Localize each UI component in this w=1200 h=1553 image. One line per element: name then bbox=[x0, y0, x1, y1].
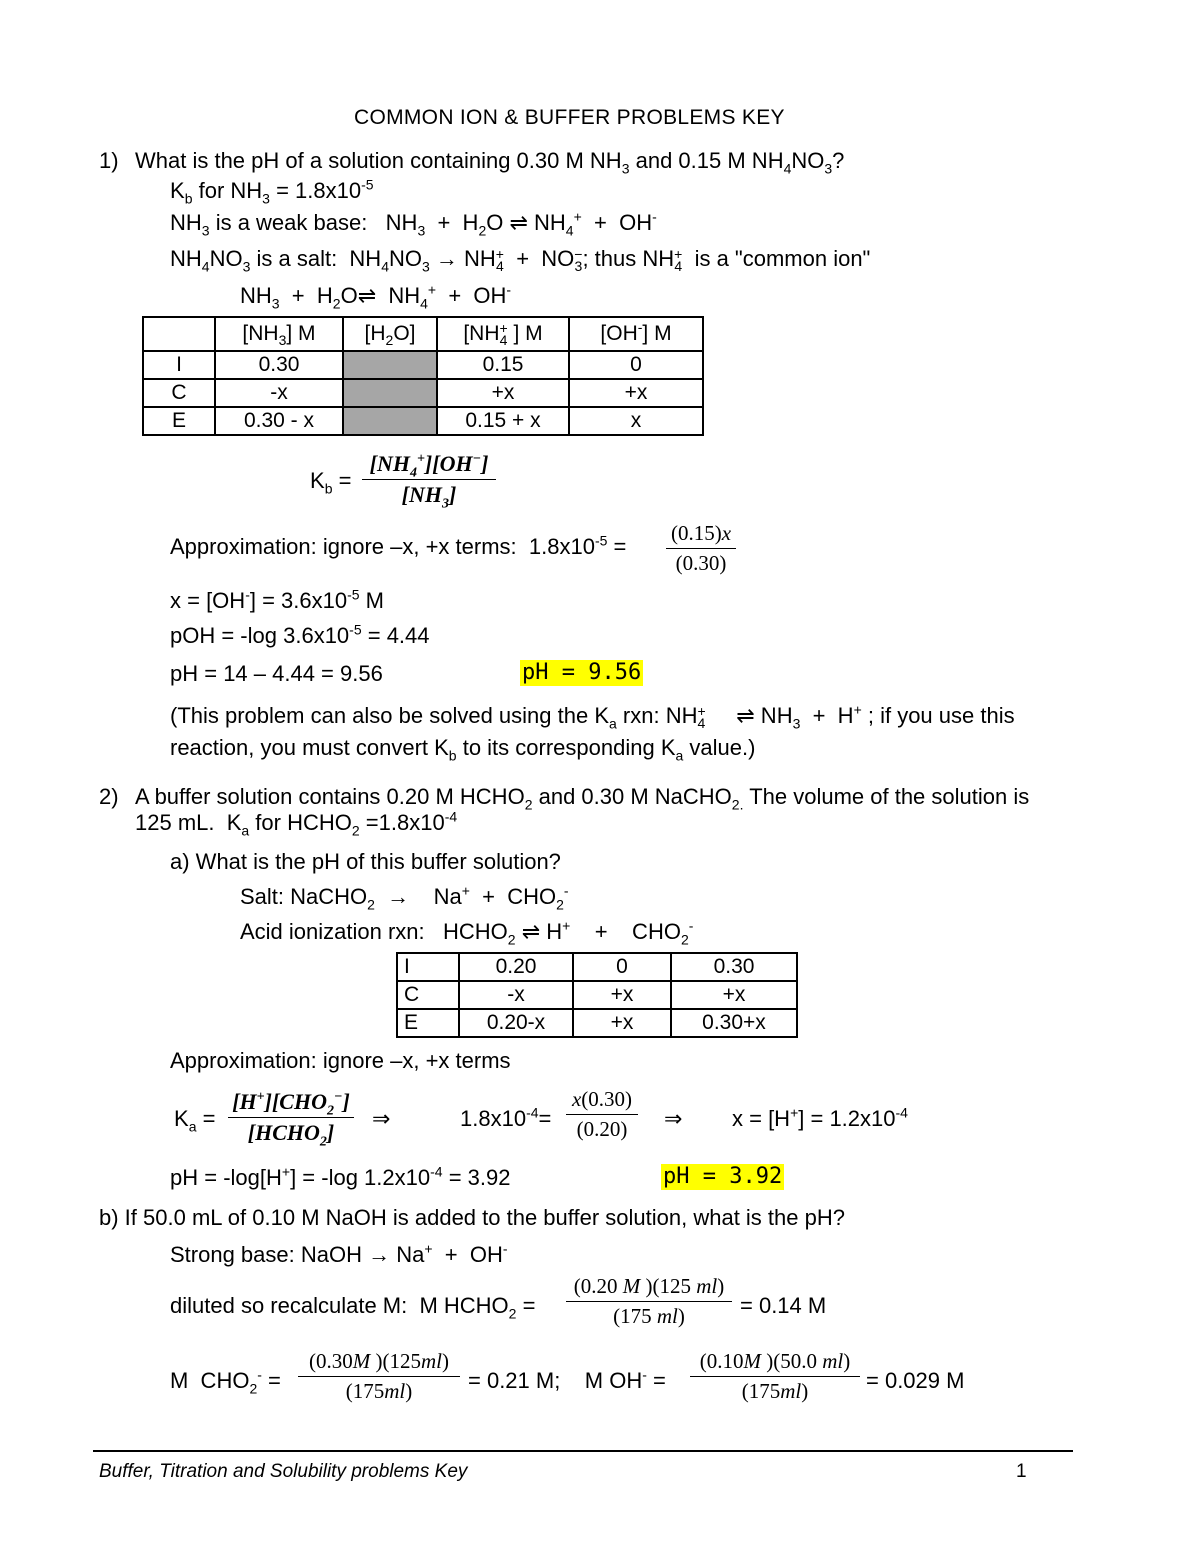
salt-line: $NH_4NO_3$ is a salt: $NH_4NO_3 \to NH+$ 4 + NO− 3; thus NH+ 4 is a "common ion" bbox=[170, 246, 871, 275]
cho2-fraction: (0.30M )(125ml) (175ml) bbox=[298, 1350, 460, 1403]
ph-line: pH = 14 – 4.44 = 9.56 bbox=[170, 661, 383, 686]
implies-icon: ⇒ bbox=[664, 1106, 683, 1131]
table-row: E 0.20-x +x 0.30+x bbox=[397, 1009, 797, 1037]
poh-line: pOH = -log $3.6x10^{-5} = 4.44$ bbox=[170, 621, 430, 648]
x-h-line: $x = [H^+] = 1.2x10^{-4}$ bbox=[732, 1104, 908, 1131]
ka-value-fraction: x(0.30) (0.20) bbox=[566, 1088, 638, 1141]
ice-table-2 bbox=[396, 952, 798, 1038]
kb-fraction: $[NH_4^+][OH^-]$ $[NH_3]$ bbox=[362, 452, 496, 507]
problem-2-line-2: 125 mL. $K_a$ for $HCHO_2 =1.8x10^{-4}$ bbox=[135, 808, 458, 839]
table-row: C -x +x +x bbox=[397, 981, 797, 1009]
approximation-line: Approximation: ignore –x, +x terms: $1.8x10^{-5}$ = bbox=[170, 532, 627, 559]
footer-divider bbox=[93, 1450, 1073, 1452]
weak-base-line: $NH_3$ is a weak base: $NH_3 + H_2O$ ⇌ $NH_4^+ + OH^-$ bbox=[170, 208, 657, 239]
equilibrium-arrow-icon: ⇌ bbox=[509, 210, 528, 235]
ice-table-1 bbox=[142, 316, 704, 436]
table-row: E 0.30 - x 0.15 + x x bbox=[143, 407, 703, 435]
table-row: I 0.20 0 0.30 bbox=[397, 953, 797, 981]
problem-1-question: 1) What is the pH of a solution containing 0.30 M $NH_3$ and 0.15 M $NH_4NO_3$? bbox=[99, 148, 845, 177]
table-header: [NH+ 4 ] M bbox=[437, 317, 569, 351]
implies-icon: ⇒ bbox=[372, 1106, 391, 1131]
hcho2-result: = 0.14 M bbox=[740, 1293, 827, 1318]
ka-value: $1.8x10^{-4}=$ bbox=[460, 1104, 552, 1131]
note-line-1: (This problem can also be solved using the $K_a$ rxn: NH+ 4 ⇌ $NH_3 + H^+$ ; if you use this bbox=[170, 701, 1015, 732]
table-header: $[H_2O]$ bbox=[343, 317, 437, 351]
cho2-result: = 0.21 M; M OH- = bbox=[468, 1366, 666, 1393]
table-header bbox=[143, 317, 215, 351]
note-line-2: reaction, you must convert $K_b$ to its corresponding $K_a$ value.) bbox=[170, 735, 756, 764]
kb-label: $K_b$ = bbox=[310, 468, 352, 497]
equilibrium-equation: $NH_3$ + $H_2O\rightleftharpoons$ $NH_4^+ + OH^-$ bbox=[240, 281, 512, 312]
part-b-question: b) If 50.0 mL of 0.10 M NaOH is added to the buffer solution, what is the pH? bbox=[99, 1205, 845, 1230]
dilution-line-1: diluted so recalculate M: M $HCHO_2$ = bbox=[170, 1293, 536, 1322]
approx-fraction: (0.15)x (0.30) bbox=[666, 522, 736, 575]
table-header: $[NH_3]$ M bbox=[215, 317, 343, 351]
acid-ionization: Acid ionization rxn: $HCHO_2$ ⇌ H+ + $CHO_2^-$ bbox=[240, 917, 694, 948]
problem-2-line-1: 2) A buffer solution contains 0.20 M $HCHO_2$ and 0.30 M NaCHO$_{2.}$ The volume of the solution is bbox=[99, 784, 1030, 813]
hcho2-fraction: (0.20 M )(125 ml) (175 ml) bbox=[566, 1275, 732, 1328]
strong-base-line: Strong base: NaOH → Na+ + OH- bbox=[170, 1240, 508, 1267]
kb-value-line: $K_b$ for $NH_3 = 1.8x10^{-5}$ bbox=[170, 176, 374, 207]
oh-result: = 0.029 M bbox=[866, 1368, 965, 1393]
ka-fraction: $[H^+][CHO_2^-]$ $[HCHO_2]$ bbox=[228, 1090, 354, 1145]
answer-highlight-2: pH = 3.92 bbox=[663, 1164, 783, 1189]
table-row: I 0.30 0.15 0 bbox=[143, 351, 703, 379]
answer-highlight-1: pH = 9.56 bbox=[522, 660, 642, 685]
part-a-question: a) What is the pH of this buffer solution? bbox=[170, 849, 561, 874]
oh-fraction: (0.10M )(50.0 ml) (175ml) bbox=[690, 1350, 860, 1403]
salt-dissociation: Salt: NaCHO$_2$ → $Na^+ + CHO_2^-$ bbox=[240, 882, 569, 913]
cho2-label: M $CHO_2^-$ = bbox=[170, 1366, 281, 1397]
page-number: 1 bbox=[1016, 1461, 1027, 1482]
equilibrium-arrow-icon: ⇌ bbox=[357, 283, 377, 308]
equilibrium-arrow-icon: ⇌ bbox=[521, 919, 541, 944]
footer-title: Buffer, Titration and Solubility problems Key bbox=[99, 1461, 468, 1482]
ka-label: $K_a$ = bbox=[174, 1106, 216, 1135]
approximation-line-2: Approximation: ignore –x, +x terms bbox=[170, 1048, 511, 1073]
x-line: $x = [OH^-] = 3.6x10^{-5}$ M bbox=[170, 586, 385, 613]
ph-line-2: pH = -log[H+] = -log $1.2x10^{-4} = 3.92$ bbox=[170, 1163, 511, 1190]
equilibrium-arrow-icon: ⇌ bbox=[736, 703, 755, 728]
page-title: COMMON ION & BUFFER PROBLEMS KEY bbox=[354, 106, 785, 129]
table-header: [OH-] M bbox=[569, 317, 703, 351]
table-row: C -x +x +x bbox=[143, 379, 703, 407]
